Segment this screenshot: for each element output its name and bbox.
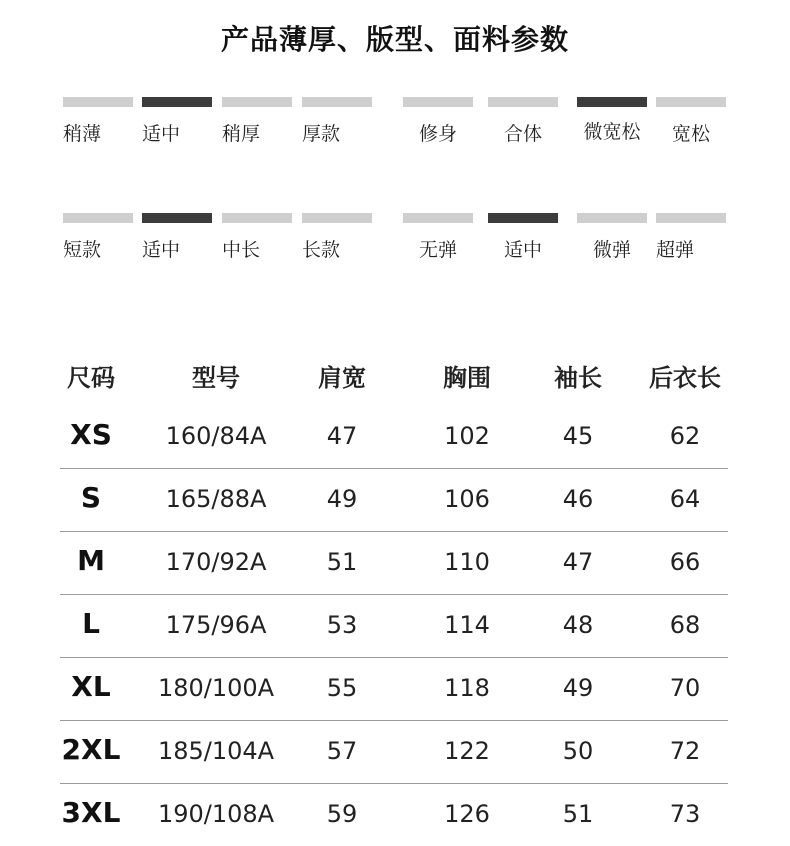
- scale-label: 稍厚: [222, 123, 261, 145]
- cell-chest: 118: [444, 674, 490, 702]
- cell-model: 180/100A: [157, 674, 275, 702]
- table-header: [60, 358, 728, 406]
- cell-shoulder: 51: [326, 548, 358, 576]
- cell-back-length: 68: [669, 611, 701, 639]
- cell-model: 170/92A: [165, 548, 267, 576]
- scale-bar: [403, 97, 473, 107]
- table-row: [60, 469, 728, 532]
- fit-option-0: [403, 97, 473, 145]
- cell-size: L: [82, 607, 100, 640]
- scale-label: 中长: [222, 239, 261, 261]
- cell-sleeve: 50: [562, 737, 594, 765]
- scale-bar: [142, 97, 212, 107]
- cell-shoulder: 49: [326, 485, 358, 513]
- scale-label: 修身: [418, 123, 457, 145]
- scale-label: 适中: [142, 239, 181, 261]
- cell-shoulder: 57: [326, 737, 358, 765]
- cell-model: 190/108A: [157, 800, 275, 828]
- scale-bar: [656, 97, 726, 107]
- scale-label: 合体: [503, 123, 542, 145]
- scale-row-1: [0, 97, 790, 157]
- cell-size: 2XL: [61, 733, 121, 766]
- scale-label: 微弹: [592, 239, 631, 261]
- scale-bar: [302, 213, 372, 223]
- thickness-option-1: [142, 97, 212, 145]
- header-sleeve: 袖长: [554, 364, 602, 392]
- page-title: 产品薄厚、版型、面料参数: [220, 23, 569, 56]
- cell-shoulder: 53: [326, 611, 358, 639]
- scale-label: 宽松: [671, 123, 710, 145]
- elasticity-option-0: [403, 213, 473, 261]
- cell-chest: 126: [444, 800, 490, 828]
- header-back-length: 后衣长: [649, 364, 721, 392]
- cell-back-length: 64: [669, 485, 701, 513]
- length-option-1: [142, 213, 212, 261]
- length-option-0: [63, 213, 133, 261]
- scale-label: 适中: [503, 239, 542, 261]
- cell-shoulder: 59: [326, 800, 358, 828]
- cell-sleeve: 48: [562, 611, 594, 639]
- table-row: [60, 595, 728, 658]
- cell-model: 185/104A: [157, 737, 275, 765]
- fit-option-1: [488, 97, 558, 145]
- scale-label: 厚款: [302, 123, 341, 145]
- scale-bar: [656, 213, 726, 223]
- table-row: [60, 532, 728, 595]
- cell-back-length: 66: [669, 548, 701, 576]
- scale-label: 长款: [302, 239, 341, 261]
- cell-sleeve: 45: [562, 422, 594, 450]
- scale-bar: [222, 213, 292, 223]
- scale-bar: [63, 97, 133, 107]
- table-row: [60, 721, 728, 784]
- scale-label: 超弹: [656, 239, 695, 261]
- scale-bar: [577, 97, 647, 107]
- cell-model: 165/88A: [165, 485, 267, 513]
- table-row: [60, 784, 728, 846]
- scale-bar: [488, 213, 558, 223]
- length-option-2: [222, 213, 292, 261]
- scale-label: 微宽松: [583, 121, 641, 143]
- cell-model: 175/96A: [165, 611, 267, 639]
- header-chest: 胸围: [443, 364, 491, 392]
- cell-chest: 114: [444, 611, 490, 639]
- cell-chest: 102: [444, 422, 490, 450]
- cell-size: 3XL: [61, 796, 121, 829]
- scale-bar: [222, 97, 292, 107]
- cell-model: 160/84A: [165, 422, 267, 450]
- cell-back-length: 62: [669, 422, 701, 450]
- cell-sleeve: 49: [562, 674, 594, 702]
- header-size: 尺码: [67, 364, 115, 392]
- scale-bar: [63, 213, 133, 223]
- scale-row-2: [0, 213, 790, 273]
- header-model: 型号: [192, 364, 240, 392]
- thickness-option-0: [63, 97, 133, 145]
- cell-size: XL: [71, 670, 111, 703]
- scale-bar: [302, 97, 372, 107]
- thickness-option-3: [302, 97, 372, 145]
- thickness-option-2: [222, 97, 292, 145]
- cell-size: XS: [70, 418, 112, 451]
- elasticity-option-3: [656, 213, 726, 261]
- cell-chest: 110: [444, 548, 490, 576]
- scale-bar: [142, 213, 212, 223]
- cell-shoulder: 47: [326, 422, 358, 450]
- fit-option-3: [656, 97, 726, 145]
- scale-bar: [403, 213, 473, 223]
- scale-label: 无弹: [418, 239, 457, 261]
- cell-sleeve: 46: [562, 485, 594, 513]
- table-row: [60, 406, 728, 469]
- size-table: [60, 358, 728, 846]
- scale-bar: [488, 97, 558, 107]
- table-row: [60, 658, 728, 721]
- elasticity-option-1: [488, 213, 558, 261]
- header-shoulder: 肩宽: [318, 364, 366, 392]
- cell-chest: 106: [444, 485, 490, 513]
- scale-label: 稍薄: [63, 123, 102, 145]
- cell-back-length: 72: [669, 737, 701, 765]
- length-option-3: [302, 213, 372, 261]
- scale-bar: [577, 213, 647, 223]
- cell-shoulder: 55: [326, 674, 358, 702]
- fit-option-2: [577, 97, 647, 143]
- elasticity-option-2: [577, 213, 647, 261]
- table-body: [60, 406, 728, 846]
- cell-size: S: [80, 481, 102, 514]
- cell-sleeve: 47: [562, 548, 594, 576]
- scale-label: 适中: [142, 123, 181, 145]
- cell-back-length: 73: [669, 800, 701, 828]
- cell-size: M: [77, 544, 105, 577]
- cell-back-length: 70: [669, 674, 701, 702]
- cell-sleeve: 51: [562, 800, 594, 828]
- scale-label: 短款: [63, 239, 102, 261]
- cell-chest: 122: [444, 737, 490, 765]
